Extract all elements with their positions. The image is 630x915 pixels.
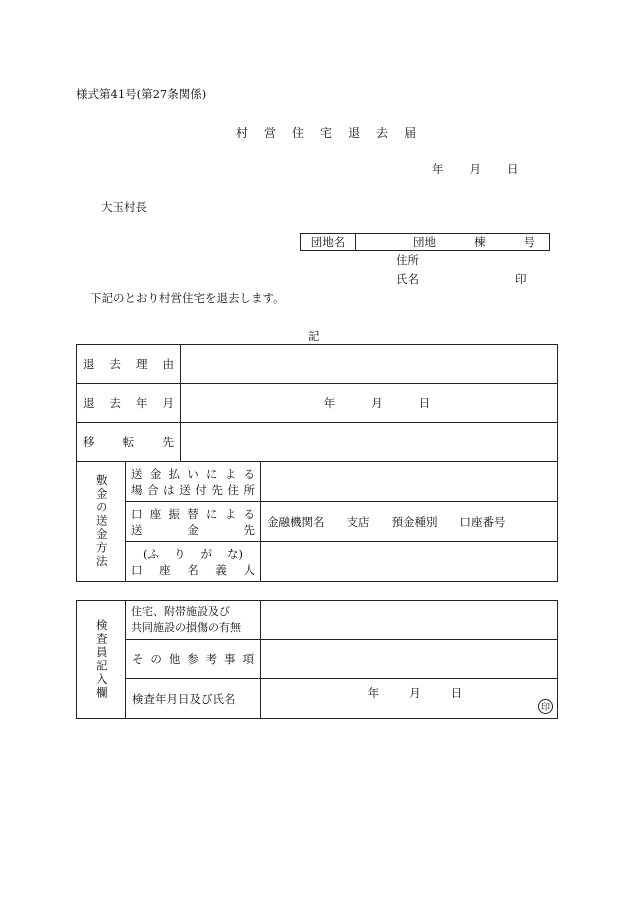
label-char: 払 (168, 466, 180, 481)
label-char: 去 (109, 357, 121, 371)
label-char: 転 (122, 435, 135, 449)
label-char: 送 (131, 522, 143, 537)
inspection-date-row (77, 679, 558, 719)
title-char: 去 (376, 126, 389, 140)
complex-name-field[interactable] (356, 234, 550, 251)
reason-row (77, 345, 558, 384)
label-char: は (163, 482, 175, 497)
move-out-date-field[interactable] (181, 384, 558, 423)
complex-box (300, 233, 550, 251)
label-char: 義 (215, 562, 227, 577)
inspection-date-label: 検査年月日及び氏名 (132, 691, 236, 706)
form-title (236, 124, 416, 141)
holder-row (77, 542, 558, 582)
label-char: (ふ (143, 546, 159, 561)
label-char: 名 (187, 562, 199, 577)
title-char: 営 (264, 126, 277, 140)
bank-field-label: 預金種別 (391, 514, 438, 529)
label-char: 事 (224, 652, 236, 666)
label-char: 口 (131, 506, 143, 521)
bank-field-label: 口座番号 (459, 514, 506, 529)
remit-row (77, 462, 558, 502)
month-label: 月 (371, 396, 383, 410)
label-char: 金 (149, 466, 162, 481)
label-char: 先 (243, 522, 255, 537)
refund-method-label: 敷金の送金方法 (94, 474, 109, 569)
move-out-date-label (77, 395, 180, 411)
day-label: 日 (450, 686, 463, 700)
title-char: 退 (348, 126, 361, 140)
name-label: 氏名 (396, 272, 419, 286)
destination-field[interactable] (181, 423, 558, 462)
label-char: 考 (205, 652, 218, 666)
damage-label-line1: 住宅、附帯施設及び (131, 605, 230, 618)
year-label: 年 (323, 396, 336, 410)
label-char: 口 (131, 562, 143, 577)
complex-name-label: 団地名 (301, 234, 356, 251)
label-char: 人 (243, 562, 255, 577)
inspector-seal-icon: 印 (538, 699, 553, 714)
damage-label-line2: 共同施設の損傷の有無 (131, 621, 241, 634)
label-char: な) (227, 546, 243, 561)
inspector-section-label: 検査員記入欄 (94, 619, 109, 700)
label-char: 移 (83, 435, 95, 449)
damage-row (77, 601, 558, 640)
label-char: い (187, 466, 199, 481)
statement: 下記のとおり村営住宅を退去します。 (90, 291, 285, 305)
destination-label (77, 434, 180, 450)
bank-field-label: 金融機関名 (267, 514, 325, 529)
building-label: 棟 (474, 235, 486, 249)
title-char: 住 (292, 126, 305, 140)
bank-field-label: 支店 (346, 514, 370, 529)
address-label: 住所 (396, 253, 419, 267)
inspection-table (76, 600, 558, 719)
label-char: る (243, 506, 255, 521)
label-char: 所 (243, 482, 255, 497)
label-char: に (206, 506, 218, 521)
label-char: が (200, 546, 212, 561)
label-char: 先 (211, 482, 223, 497)
reason-label (77, 356, 180, 372)
other-remarks-field[interactable] (261, 640, 558, 679)
main-table (76, 344, 558, 582)
number-label: 号 (523, 235, 535, 249)
label-char: 月 (162, 396, 174, 410)
other-remarks-label (126, 651, 260, 667)
label-char: り (174, 546, 186, 561)
ki-heading: 記 (308, 329, 320, 343)
bank-account-field[interactable] (261, 502, 558, 542)
date-row (77, 384, 558, 423)
addressee: 大玉村長 (101, 200, 147, 214)
label-char: 項 (242, 652, 254, 666)
label-char: の (150, 652, 162, 666)
label-char: よ (224, 466, 237, 481)
damage-field[interactable] (261, 601, 558, 640)
account-holder-label (131, 562, 255, 578)
label-char: 送 (179, 482, 191, 497)
month-label: 月 (469, 162, 481, 176)
label-char: 付 (195, 482, 207, 497)
bank-fields (261, 514, 557, 530)
title-char: 宅 (320, 126, 333, 140)
remit-label-line2 (131, 482, 255, 498)
label-char: 退 (83, 357, 95, 371)
label-char: 他 (168, 652, 181, 666)
year-label: 年 (432, 162, 444, 176)
transfer-row (77, 502, 558, 542)
label-char: 去 (109, 396, 121, 410)
label-char: 座 (149, 506, 162, 521)
label-char: 振 (168, 506, 180, 521)
label-char: 由 (162, 357, 174, 371)
form-number: 様式第41号(第27条関係) (76, 87, 207, 101)
label-char: に (206, 466, 218, 481)
other-row (77, 640, 558, 679)
danchi-label: 団地 (413, 235, 436, 249)
remit-label-line1 (131, 466, 255, 482)
label-char: 先 (162, 435, 174, 449)
year-label: 年 (367, 686, 380, 700)
title-char: 村 (236, 126, 249, 140)
destination-row (77, 423, 558, 462)
label-char: 理 (136, 357, 148, 371)
label-char: 金 (187, 522, 199, 537)
label-char: 送 (131, 466, 143, 481)
account-holder-field[interactable] (261, 542, 558, 582)
label-char: 年 (136, 396, 148, 410)
label-char: よ (224, 506, 237, 521)
transfer-label-line2 (131, 522, 255, 538)
day-label: 日 (418, 396, 431, 410)
label-char: 参 (187, 652, 199, 666)
title-char: 届 (404, 126, 417, 140)
transfer-label-line1 (131, 506, 255, 522)
label-char: る (243, 466, 255, 481)
label-char: 場 (131, 482, 143, 497)
furigana-label (131, 546, 255, 562)
submission-date (432, 161, 519, 177)
applicant-seal: 印 (515, 272, 527, 286)
month-label: 月 (409, 686, 421, 700)
day-label: 日 (507, 162, 519, 176)
label-char: そ (132, 652, 144, 666)
label-char: 替 (187, 506, 199, 521)
remit-address-field[interactable] (261, 462, 558, 502)
label-char: 退 (83, 396, 95, 410)
label-char: 座 (159, 562, 171, 577)
inspection-date-field[interactable] (261, 679, 558, 719)
label-char: 合 (147, 482, 159, 497)
reason-field[interactable] (181, 345, 558, 384)
label-char: 住 (227, 482, 239, 497)
